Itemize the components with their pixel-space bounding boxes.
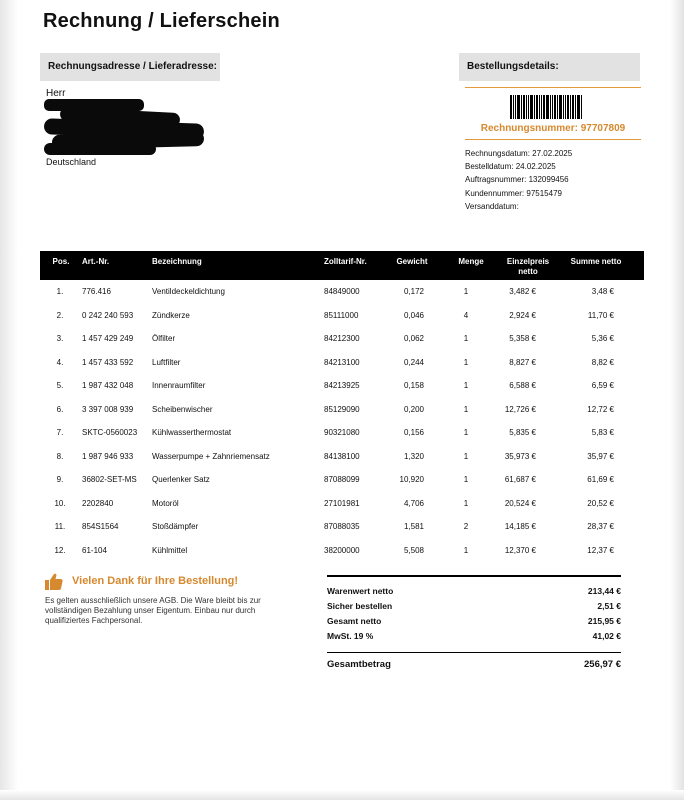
item-description: Stoßdämpfer bbox=[152, 522, 199, 531]
column-header-zoll: Zolltarif-Nr. bbox=[324, 257, 367, 266]
item-unit-price: 12,370 € bbox=[504, 545, 536, 555]
total-label: MwSt. 19 % bbox=[327, 631, 374, 641]
item-pos: 5. bbox=[56, 381, 64, 390]
item-pos: 10. bbox=[54, 498, 66, 508]
item-description: Ölfilter bbox=[152, 334, 176, 343]
item-unit-price: 8,827 € bbox=[509, 357, 536, 367]
item-pos: 12. bbox=[54, 545, 66, 555]
thanks-message: Vielen Dank für Ihre Bestellung! bbox=[72, 575, 239, 587]
item-sum: 12,72 € bbox=[587, 404, 614, 414]
address-salutation: Herr bbox=[46, 88, 66, 99]
total-row-vat bbox=[327, 631, 621, 646]
order-details-list bbox=[465, 147, 572, 213]
total-label: Sicher bestellen bbox=[327, 601, 393, 611]
total-row-net-total bbox=[327, 616, 621, 631]
item-description: Wasserpumpe + Zahnriemensatz bbox=[152, 451, 270, 461]
item-sum: 28,37 € bbox=[587, 522, 614, 531]
address-header: Rechnungsadresse / Lieferadresse: bbox=[40, 53, 220, 81]
shipping-date: Versanddatum: bbox=[465, 201, 519, 211]
item-quantity: 1 bbox=[463, 498, 469, 508]
item-quantity: 1 bbox=[463, 475, 469, 484]
item-description: Innenraumfilter bbox=[152, 381, 206, 390]
grand-total-value: 256,97 € bbox=[584, 659, 621, 670]
item-article-number: 3 397 008 939 bbox=[82, 404, 134, 414]
item-weight: 0,062 bbox=[403, 334, 424, 343]
item-weight: 0,200 bbox=[403, 404, 424, 414]
total-value: 2,51 € bbox=[597, 601, 621, 611]
item-description: Querlenker Satz bbox=[152, 475, 210, 484]
total-label: Gesamt netto bbox=[327, 616, 382, 626]
item-weight: 0,172 bbox=[403, 287, 424, 296]
item-tariff-number: 87088035 bbox=[324, 522, 360, 531]
item-pos: 4. bbox=[56, 357, 64, 367]
item-tariff-number: 90321080 bbox=[324, 428, 360, 437]
item-quantity: 1 bbox=[463, 451, 469, 461]
item-article-number: 1 457 429 249 bbox=[82, 334, 134, 343]
item-description: Zündkerze bbox=[152, 310, 190, 320]
item-sum: 8,82 € bbox=[591, 357, 614, 367]
item-quantity: 1 bbox=[463, 381, 469, 390]
item-sum: 3,48 € bbox=[591, 287, 614, 296]
item-article-number: 0 242 240 593 bbox=[82, 310, 134, 320]
order-number: Auftragsnummer: 132099456 bbox=[465, 175, 569, 185]
item-unit-price: 35,973 € bbox=[504, 451, 536, 461]
item-pos: 3. bbox=[56, 334, 64, 343]
table-row bbox=[40, 399, 644, 423]
totals-divider bbox=[327, 575, 621, 577]
item-sum: 35,97 € bbox=[587, 451, 614, 461]
details-header: Bestellungsdetails: bbox=[459, 53, 640, 81]
document-title: Rechnung / Lieferschein bbox=[43, 10, 280, 32]
table-row bbox=[40, 328, 644, 352]
item-quantity: 2 bbox=[463, 522, 469, 531]
items-table-body bbox=[40, 281, 644, 563]
item-weight: 0,158 bbox=[403, 381, 424, 390]
table-row bbox=[40, 352, 644, 376]
item-sum: 61,69 € bbox=[587, 475, 614, 484]
item-tariff-number: 84138100 bbox=[324, 451, 360, 461]
invoice-number: Rechnungsnummer: 97707809 bbox=[480, 123, 626, 134]
item-unit-price: 14,185 € bbox=[504, 522, 536, 531]
item-tariff-number: 85129090 bbox=[324, 404, 360, 414]
address-country: Deutschland bbox=[46, 157, 97, 167]
item-description: Luftfilter bbox=[152, 357, 181, 367]
item-pos: 11. bbox=[54, 522, 66, 531]
item-tariff-number: 84213925 bbox=[324, 381, 360, 390]
item-article-number: 854S1564 bbox=[82, 522, 119, 531]
item-weight: 0,244 bbox=[403, 357, 424, 367]
table-row bbox=[40, 540, 644, 564]
item-article-number: 2202840 bbox=[82, 498, 114, 508]
item-quantity: 1 bbox=[463, 545, 469, 555]
items-table-header bbox=[40, 251, 644, 280]
barcode bbox=[510, 95, 592, 119]
item-unit-price: 61,687 € bbox=[504, 475, 536, 484]
item-weight: 10,920 bbox=[399, 475, 424, 484]
item-pos: 9. bbox=[56, 475, 64, 484]
column-header-desc: Bezeichnung bbox=[152, 257, 202, 266]
item-pos: 6. bbox=[56, 404, 64, 414]
table-row bbox=[40, 469, 644, 493]
table-row bbox=[40, 493, 644, 517]
table-row bbox=[40, 281, 644, 305]
totals-block bbox=[327, 586, 621, 646]
item-weight: 0,046 bbox=[403, 310, 424, 320]
item-unit-price: 5,835 € bbox=[509, 428, 536, 437]
item-article-number: SKTC-0560023 bbox=[82, 428, 138, 437]
item-article-number: 1 987 432 048 bbox=[82, 381, 134, 390]
grand-total-label: Gesamtbetrag bbox=[327, 659, 391, 670]
item-sum: 11,70 € bbox=[587, 310, 614, 320]
details-divider bbox=[465, 139, 641, 140]
column-header-weight: Gewicht bbox=[396, 257, 428, 266]
table-row bbox=[40, 375, 644, 399]
total-value: 213,44 € bbox=[587, 586, 621, 596]
item-pos: 1. bbox=[56, 287, 64, 296]
total-value: 215,95 € bbox=[587, 616, 621, 626]
column-header-unit-price: Einzelpreis netto bbox=[506, 257, 550, 276]
sheet-shadow-right bbox=[670, 0, 684, 800]
item-quantity: 1 bbox=[463, 404, 469, 414]
item-tariff-number: 84213100 bbox=[324, 357, 360, 367]
order-date: Bestelldatum: 24.02.2025 bbox=[465, 162, 556, 172]
item-pos: 2. bbox=[56, 310, 64, 320]
item-quantity: 1 bbox=[463, 357, 469, 367]
total-row-secure-order bbox=[327, 601, 621, 616]
sheet-shadow-left bbox=[0, 0, 18, 800]
item-quantity: 4 bbox=[463, 310, 469, 320]
item-tariff-number: 84849000 bbox=[324, 287, 360, 296]
item-description: Scheibenwischer bbox=[152, 404, 213, 414]
item-unit-price: 20,524 € bbox=[504, 498, 536, 508]
thumbs-up-icon bbox=[44, 572, 64, 592]
item-weight: 0,156 bbox=[403, 428, 424, 437]
item-description: Motoröl bbox=[152, 498, 179, 508]
item-description: Kühlwasserthermostat bbox=[152, 428, 232, 437]
item-weight: 1,320 bbox=[403, 451, 424, 461]
item-quantity: 1 bbox=[463, 334, 469, 343]
table-row bbox=[40, 516, 644, 540]
item-pos: 7. bbox=[56, 428, 64, 437]
sheet-shadow-bottom bbox=[0, 790, 684, 800]
item-pos: 8. bbox=[56, 451, 64, 461]
item-tariff-number: 27101981 bbox=[324, 498, 360, 508]
item-unit-price: 6,588 € bbox=[509, 381, 536, 390]
item-unit-price: 5,358 € bbox=[509, 334, 536, 343]
item-sum: 20,52 € bbox=[587, 498, 614, 508]
item-sum: 5,36 € bbox=[591, 334, 614, 343]
item-sum: 5,83 € bbox=[591, 428, 614, 437]
column-header-art: Art.-Nr. bbox=[82, 257, 110, 266]
item-sum: 12,37 € bbox=[587, 545, 614, 555]
item-article-number: 1 457 433 592 bbox=[82, 357, 134, 367]
total-label: Warenwert netto bbox=[327, 586, 394, 596]
totals-divider bbox=[327, 652, 621, 653]
table-row bbox=[40, 305, 644, 329]
total-row-net-goods bbox=[327, 586, 621, 601]
item-quantity: 1 bbox=[463, 428, 469, 437]
customer-number: Kundennummer: 97515479 bbox=[465, 188, 562, 198]
item-quantity: 1 bbox=[463, 287, 469, 296]
item-sum: 6,59 € bbox=[591, 381, 614, 390]
item-description: Ventildeckeldichtung bbox=[152, 287, 225, 296]
item-unit-price: 12,726 € bbox=[504, 404, 536, 414]
column-header-pos: Pos. bbox=[52, 257, 70, 266]
invoice-date: Rechnungsdatum: 27.02.2025 bbox=[465, 149, 573, 158]
item-tariff-number: 87088099 bbox=[324, 475, 360, 484]
table-row bbox=[40, 422, 644, 446]
total-value: 41,02 € bbox=[592, 631, 621, 641]
terms-note: Es gelten ausschließlich unsere AGB. Die Ware bleibt bis zur vollständigen Bezahlung unser Eigentum. Einbau nur durch qualifiziertes Fachpersonal. bbox=[45, 596, 261, 625]
column-header-quantity: Menge bbox=[458, 257, 484, 266]
address-redaction bbox=[44, 143, 156, 155]
item-weight: 4,706 bbox=[403, 498, 424, 508]
item-article-number: 61-104 bbox=[82, 545, 107, 555]
item-unit-price: 2,924 € bbox=[509, 310, 536, 320]
item-tariff-number: 84212300 bbox=[324, 334, 360, 343]
table-row bbox=[40, 446, 644, 470]
item-article-number: 776.416 bbox=[82, 287, 111, 296]
item-description: Kühlmittel bbox=[152, 545, 188, 555]
item-tariff-number: 38200000 bbox=[324, 545, 360, 555]
item-tariff-number: 85111000 bbox=[324, 310, 359, 320]
item-article-number: 1 987 946 933 bbox=[82, 451, 134, 461]
item-weight: 5,508 bbox=[403, 545, 424, 555]
item-unit-price: 3,482 € bbox=[509, 287, 536, 296]
column-header-sum: Summe netto bbox=[570, 257, 622, 266]
item-article-number: 36802-SET-MS bbox=[82, 475, 137, 484]
item-weight: 1,581 bbox=[403, 522, 424, 531]
details-divider bbox=[465, 87, 641, 88]
